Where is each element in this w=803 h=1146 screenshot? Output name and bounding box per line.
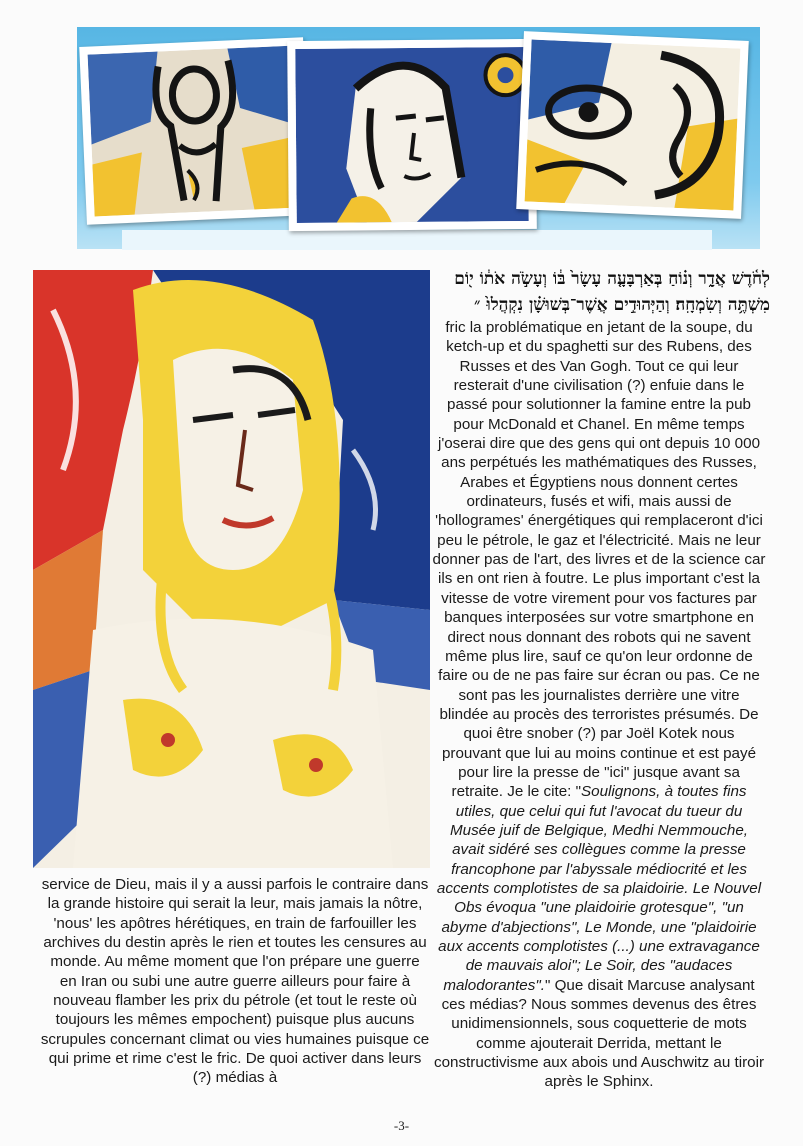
right-text-quote: Soulignons, à toutes fins utiles, que celui qui fut l'avocat du tueur du Musée juif de Belgique, Medhi Nemmouche, avait sidéré ses collègues comme la presse francophone par l'abyssale médiocrité et les accents complotistes de sa plaidoirie. Le Nouvel Obs évoqua "une plaidoirie grotesque", "un abyme d'abjections", Le Monde, une "plaidoirie aux accents complotistes (...) une extravagance de mauvais aloi"; Le Soir, des "audaces malodorantes".: [436, 783, 762, 994]
photo-eye-and-profile: [516, 31, 749, 219]
left-text: service de Dieu, mais il y a aussi parfois le contraire dans la grande histoire qui serait la leur, mais jamais la nôtre, 'nous' les apôtres hérétiques, en train de farfouiller les archives du destin après le rien et toutes les censures au monde. Au même moment que l'on prépare une guerre en Iran ou subi une autre guerre ailleurs pour faire à nouveau flamber les prix du pétrole (et tout le reste où toujours les mêmes empochent) puisque plus aucuns scrupules concernant climat ou vies humaines puisque ce qui prime et rime c'est le fric. De quoi activer dans leurs (?) médias à: [40, 876, 430, 1087]
header-banner-base: [122, 230, 712, 250]
painting-figure-icon: [88, 46, 303, 217]
page-number: -3-: [393, 1118, 410, 1133]
article-right-column: [432, 318, 766, 1092]
right-text-part-1: fric la problématique en jetant de la soupe, du ketch-up et du spaghetti sur des Rubens, des Russes et des Van Gogh. Tout ce qui leur resterait d'une civilisation (?) enfuie dans le passé pour solutionner la famine entre la pub pour McDonald et Chanel. En même temps j'oserai dire que des gens qui ont depuis 10 000 ans perpétués les mathématiques des Russes, Arabes et Égyptiens nous donnent certes ordinateurs, fusés et wifi, mais aussi de 'hollogrames' énergétiques qui remplaceront d'ici peu le pétrole, le gaz et l'électricité. Mais ne leur donner pas de l'art, des livres et de la science car ils en ont rien à foutre. Le plus important c'est la vitesse de votre virement pour vos factures par banques interposées sur votre smartphone en direct nous donnant des robots qui ne savent même plus lire, sauf ce qu'on leur ordonne de faire ou de ne pas faire sur écran ou pas. Ce ne sont pas les journalistes derrière une vitre blindée au procès des terroristes présumés. De quoi être snober (?) par Joël Kotek nous prouvant que lui au moins continue et est payé pour lire la presse de "ici" jusque avant sa retraite. Je le cite: ": [432, 319, 766, 801]
photo-woman-face-with-sun: [287, 39, 537, 231]
painting-woman-icon: [295, 47, 529, 223]
portrait-painting-icon: [33, 270, 430, 868]
painting-eye-icon: [525, 40, 741, 211]
hebrew-quote: [430, 266, 770, 318]
hebrew-line-1: לְחֹ֫דֶשׁ אֲדָ֑ר וְנ֗וֹחַ בְּאַרְבָּעָ֤ה עָשָׂר֙ בּ֔וֹ וְעָשֹׂ֣ה אֹת֔וֹ י֖וֹם: [454, 269, 770, 289]
portrait-painting: [33, 270, 430, 868]
photo-figure-with-raised-arms: [79, 37, 311, 225]
article-left-column: [40, 875, 430, 1088]
hebrew-line-2: מִשְׁתֶּ֥ה וְשִׂמְחָֽה׃ וְהַיְּהוּדִ֣ים אֲשֶׁר־בְּשׁוּשָׁ֗ן נִקְהֲלוּ֙ ״: [473, 295, 770, 315]
right-text-part-3: " Que disait Marcuse analysant ces médias? Nous sommes devenus des êtres unidimensionnels, sous coquetterie de mots comme ajouterait Derrida, mettant le constructivisme aux abois und Auschwitz au tiroir après le Sphinx.: [433, 976, 765, 1091]
